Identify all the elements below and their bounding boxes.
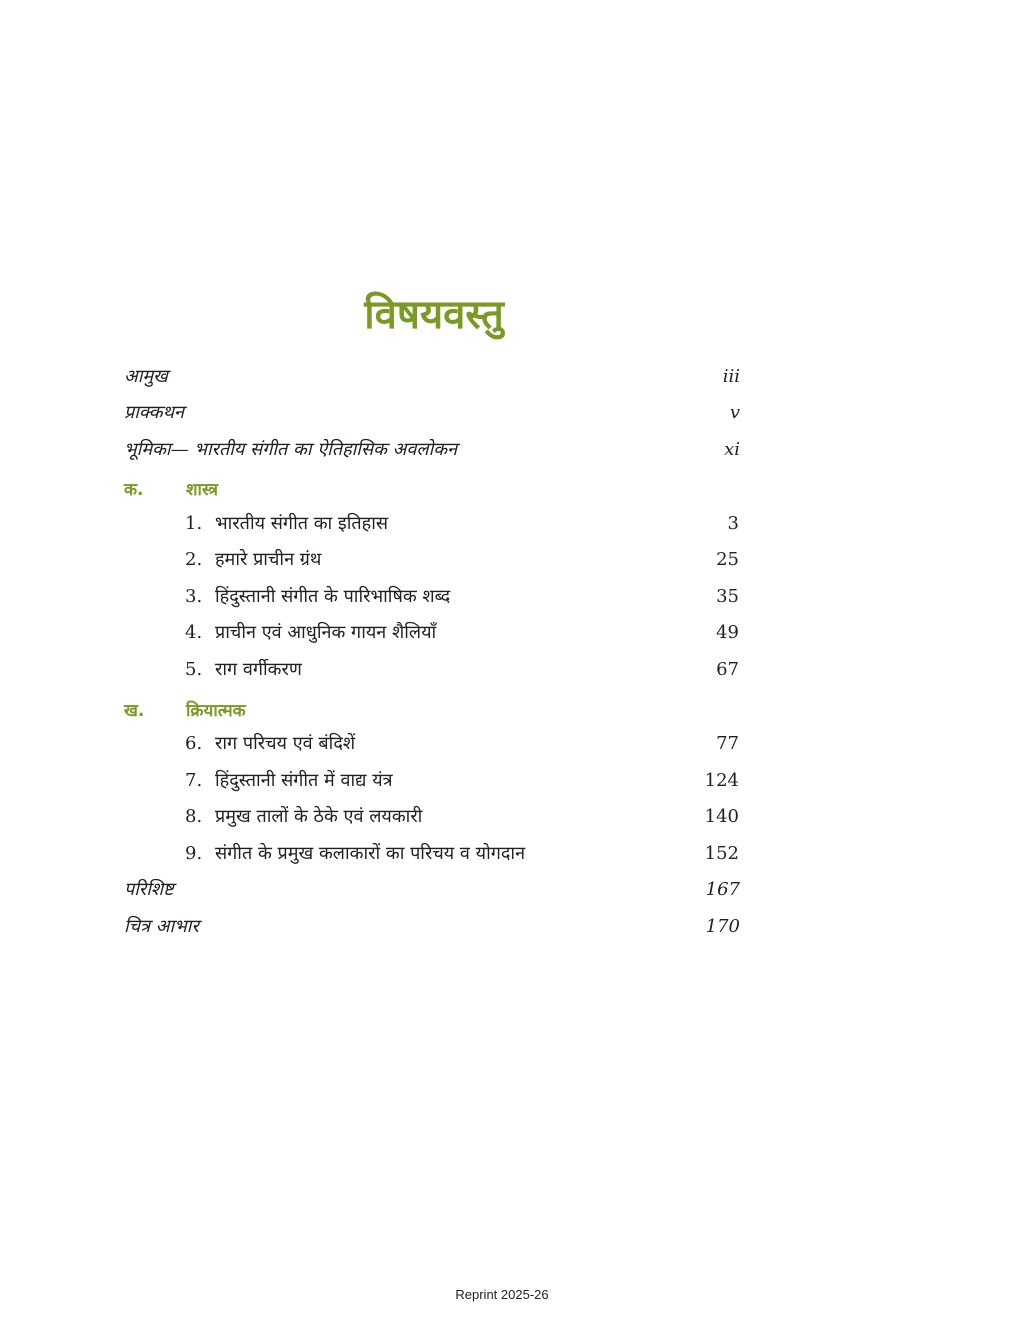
chapter-title: प्राचीन एवं आधुनिक गायन शैलियाँ <box>215 622 437 643</box>
toc-entry-foreword[interactable] <box>124 362 740 392</box>
section-heading-theory <box>124 475 740 505</box>
chapter-page: 49 <box>716 622 739 643</box>
toc-entry-page: iii <box>722 366 740 387</box>
toc-chapter[interactable] <box>185 582 739 612</box>
chapter-number: 4. <box>185 622 203 643</box>
chapter-title: संगीत के प्रमुख कलाकारों का परिचय व योगदान <box>215 843 526 864</box>
chapter-title: हमारे प्राचीन ग्रंथ <box>215 549 322 570</box>
chapter-title: हिंदुस्तानी संगीत के पारिभाषिक शब्द <box>215 586 451 607</box>
toc-chapter[interactable] <box>185 802 739 832</box>
toc-chapter[interactable] <box>185 839 739 869</box>
toc-entry-label: आमुख <box>124 366 168 387</box>
chapter-title: प्रमुख तालों के ठेके एवं लयकारी <box>215 806 423 827</box>
chapter-number: 1. <box>185 513 203 534</box>
toc-entry-page: xi <box>724 439 740 460</box>
toc-entry-appendix[interactable] <box>124 875 740 905</box>
chapter-number: 3. <box>185 586 203 607</box>
reprint-footer: Reprint 2025-26 <box>455 1287 549 1302</box>
toc-entry-page: v <box>729 402 740 423</box>
chapter-page: 3 <box>727 513 739 534</box>
page-title: विषयवस्तु <box>364 292 504 338</box>
toc-chapter[interactable] <box>185 729 739 759</box>
toc-entry-introduction[interactable] <box>124 435 740 465</box>
chapter-page: 77 <box>716 733 739 754</box>
chapter-title: भारतीय संगीत का इतिहास <box>215 513 389 534</box>
section-heading-practical <box>124 696 740 726</box>
section-title: क्रियात्मक <box>186 701 246 721</box>
chapter-number: 6. <box>185 733 203 754</box>
toc-entry-label: भूमिका— भारतीय संगीत का ऐतिहासिक अवलोकन <box>124 439 458 460</box>
toc-chapter[interactable] <box>185 618 739 648</box>
chapter-number: 8. <box>185 806 203 827</box>
toc-chapter[interactable] <box>185 509 739 539</box>
toc-entry-label: चित्र आभार <box>124 916 199 937</box>
toc-chapter[interactable] <box>185 766 739 796</box>
section-title: शास्त्र <box>186 480 218 500</box>
chapter-number: 2. <box>185 549 203 570</box>
section-label: क. <box>124 480 144 500</box>
section-label: ख. <box>124 701 145 721</box>
toc-entry-picture-credits[interactable] <box>124 912 740 942</box>
toc-entry-page: 170 <box>705 916 740 937</box>
chapter-page: 35 <box>716 586 739 607</box>
chapter-number: 5. <box>185 659 203 680</box>
chapter-number: 7. <box>185 770 203 791</box>
toc-chapter[interactable] <box>185 545 739 575</box>
toc-entry-label: परिशिष्ट <box>124 879 174 900</box>
chapter-page: 25 <box>716 549 739 570</box>
chapter-title: राग वर्गीकरण <box>215 659 302 680</box>
toc-chapter[interactable] <box>185 655 739 685</box>
chapter-page: 152 <box>704 843 739 864</box>
toc-entry-label: प्राक्कथन <box>124 402 185 423</box>
chapter-title: हिंदुस्तानी संगीत में वाद्य यंत्र <box>215 770 393 791</box>
toc-entry-page: 167 <box>705 879 740 900</box>
chapter-number: 9. <box>185 843 203 864</box>
toc-entry-preface[interactable] <box>124 398 740 428</box>
chapter-page: 67 <box>716 659 739 680</box>
chapter-title: राग परिचय एवं बंदिशें <box>215 733 356 754</box>
chapter-page: 140 <box>704 806 739 827</box>
chapter-page: 124 <box>704 770 739 791</box>
